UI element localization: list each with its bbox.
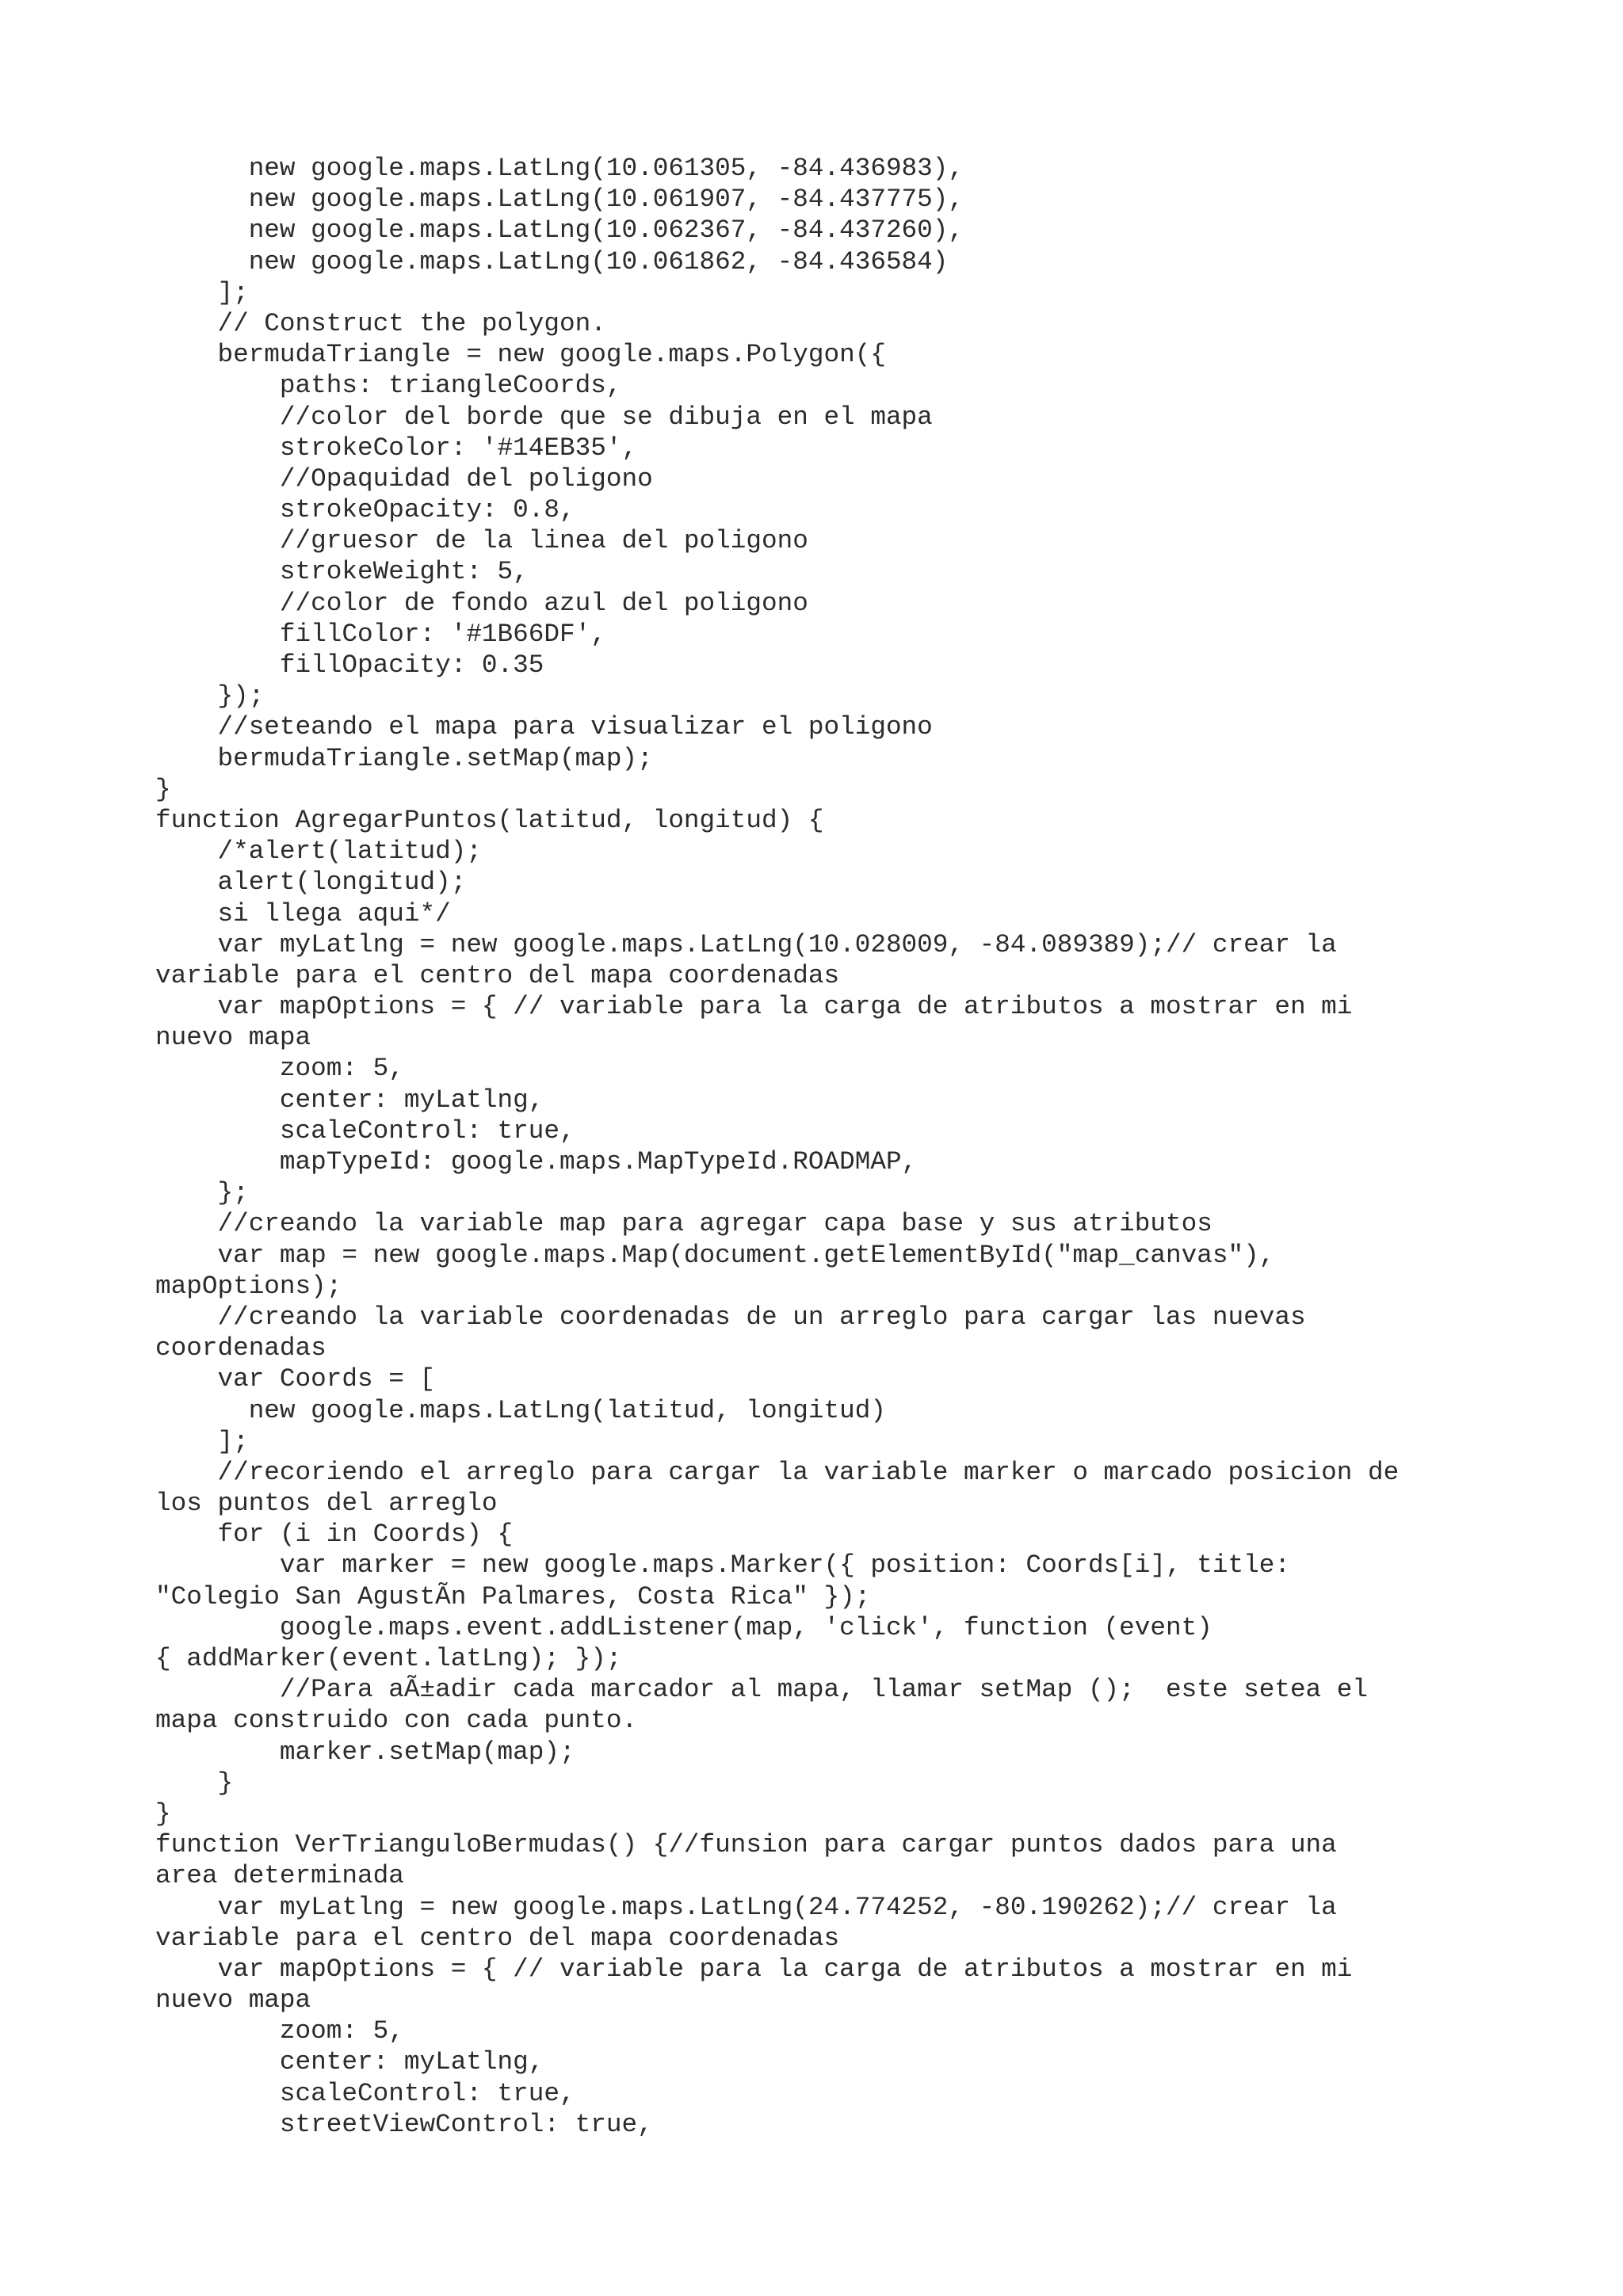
code-line: //Opaquidad del poligono <box>155 463 653 494</box>
code-line: } <box>155 774 171 804</box>
code-line: function AgregarPuntos(latitud, longitud) { <box>155 805 824 835</box>
code-line: marker.setMap(map); <box>155 1737 575 1767</box>
code-line: los puntos del arreglo <box>155 1489 498 1519</box>
code-line: var myLatlng = new google.maps.LatLng(24.774252, -80.190262);// crear la <box>155 1892 1337 1922</box>
code-line: } <box>155 1768 234 1798</box>
code-line: new google.maps.LatLng(latitud, longitud) <box>155 1395 886 1425</box>
code-line: var mapOptions = { // variable para la carga de atributos a mostrar en mi <box>155 992 1353 1022</box>
code-line: mapOptions); <box>155 1271 342 1301</box>
code-line: ]; <box>155 277 249 307</box>
code-line: // Construct the polygon. <box>155 308 606 338</box>
code-line: var Coords = [ <box>155 1364 436 1394</box>
code-line: "Colegio San AgustÃn Palmares, Costa Rica" }); <box>155 1581 871 1611</box>
code-line: new google.maps.LatLng(10.061305, -84.436983), <box>155 154 964 183</box>
code-line: //Para aÃ±adir cada marcador al mapa, llamar setMap (); este setea el <box>155 1675 1369 1705</box>
code-line: //seteando el mapa para visualizar el poligono <box>155 712 933 742</box>
code-line: center: myLatlng, <box>155 1085 544 1115</box>
code-line: google.maps.event.addListener(map, 'click', function (event) <box>155 1612 1212 1642</box>
code-line: zoom: 5, <box>155 2016 404 2046</box>
code-line: paths: triangleCoords, <box>155 371 622 401</box>
code-line: new google.maps.LatLng(10.062367, -84.437260), <box>155 215 964 246</box>
code-line: area determinada <box>155 1861 404 1891</box>
code-line: si llega aqui*/ <box>155 898 451 929</box>
code-line: center: myLatlng, <box>155 2047 544 2077</box>
code-line: strokeWeight: 5, <box>155 557 529 587</box>
code-line: fillColor: '#1B66DF', <box>155 619 606 649</box>
code-line: }; <box>155 1178 249 1208</box>
code-line: //gruesor de la linea del poligono <box>155 526 808 556</box>
code-line: { addMarker(event.latLng); }); <box>155 1644 622 1673</box>
code-line: nuevo mapa <box>155 1985 311 2016</box>
code-line: new google.maps.LatLng(10.061862, -84.436584) <box>155 246 949 277</box>
code-line: mapa construido con cada punto. <box>155 1706 638 1736</box>
code-line: variable para el centro del mapa coordenadas <box>155 1923 840 1953</box>
code-line: }); <box>155 681 265 711</box>
code-line: coordenadas <box>155 1333 327 1363</box>
code-listing <box>155 153 1518 2140</box>
code-line: var mapOptions = { // variable para la carga de atributos a mostrar en mi <box>155 1954 1353 1984</box>
code-line: //creando la variable coordenadas de un arreglo para cargar las nuevas <box>155 1302 1306 1332</box>
code-line: new google.maps.LatLng(10.061907, -84.437775), <box>155 185 964 215</box>
code-line: bermudaTriangle.setMap(map); <box>155 743 653 773</box>
code-line: scaleControl: true, <box>155 1116 575 1146</box>
code-line: //color del borde que se dibuja en el mapa <box>155 402 933 432</box>
code-line: mapTypeId: google.maps.MapTypeId.ROADMAP, <box>155 1147 918 1177</box>
code-line: } <box>155 1798 171 1829</box>
code-line: var marker = new google.maps.Marker({ position: Coords[i], title: <box>155 1550 1290 1581</box>
code-line: scaleControl: true, <box>155 2078 575 2108</box>
code-line: streetViewControl: true, <box>155 2109 653 2139</box>
code-line: bermudaTriangle = new google.maps.Polygon({ <box>155 340 886 370</box>
code-line: nuevo mapa <box>155 1023 311 1053</box>
code-line: strokeOpacity: 0.8, <box>155 495 575 525</box>
code-line: var myLatlng = new google.maps.LatLng(10.028009, -84.089389);// crear la <box>155 929 1337 959</box>
code-line: //color de fondo azul del poligono <box>155 588 808 618</box>
code-line: alert(longitud); <box>155 868 467 898</box>
code-line: /*alert(latitud); <box>155 837 482 867</box>
code-line: //creando la variable map para agregar capa base y sus atributos <box>155 1209 1212 1239</box>
code-line: ]; <box>155 1426 249 1456</box>
code-line: strokeColor: '#14EB35', <box>155 433 638 463</box>
code-line: zoom: 5, <box>155 1054 404 1084</box>
code-line: for (i in Coords) { <box>155 1520 514 1550</box>
code-line: fillOpacity: 0.35 <box>155 650 544 680</box>
code-line: variable para el centro del mapa coordenadas <box>155 960 840 990</box>
code-line: function VerTrianguloBermudas() {//funsion para cargar puntos dados para una <box>155 1830 1337 1860</box>
code-line: var map = new google.maps.Map(document.getElementById("map_canvas"), <box>155 1240 1275 1270</box>
code-line: //recoriendo el arreglo para cargar la variable marker o marcado posicion de <box>155 1457 1400 1487</box>
